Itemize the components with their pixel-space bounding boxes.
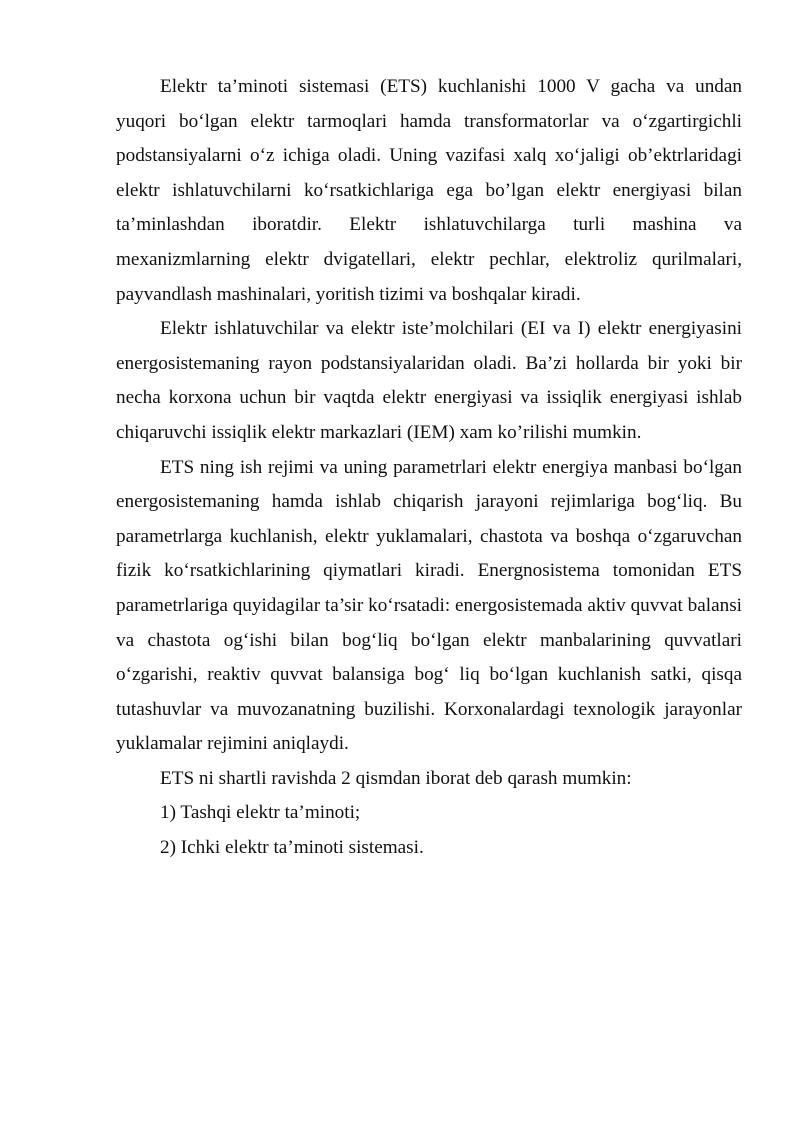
paragraph-consumers: Elektr ishlatuvchilar va elektr iste’molchilari (EI va I) elektr energiyasini energosistemaning rayon podstansiyalaridan oladi. Ba’zi hollarda bir yoki bir necha korxona uchun bir vaqtda elektr energiyasi va issiqlik energiyasi ishlab chiqaruvchi issiqlik elektr markazlari (IEM) xam ko’rilishi mumkin. — [116, 318, 742, 443]
paragraph-ets-definition: Elektr ta’minoti sistemasi (ETS) kuchlanishi 1000 V gacha va undan yuqori bo‘lgan elektr tarmoqlari hamda transformatorlar va o‘zgartirgichli podstansiyalarni o‘z ichiga oladi. Uning vazifasi xalq xo‘jaligi ob’ektrlaridagi elektr ishlatuvchilarni ko‘rsatkichlariga ega bo’lgan elektr energiyasi bilan ta’minlashdan iboratdir. Elektr ishlatuvchilarga turli mashina va mexanizmlarning elektr dvigatellari, elektr pechlar, elektroliz qurilmalari, payvandlash mashinalari, yoritish tizimi va boshqalar kiradi. — [116, 76, 742, 305]
paragraph-ets-parameters: ETS ning ish rejimi va uning parametrlari elektr energiya manbasi bo‘lgan energosistemaning hamda ishlab chiqarish jarayoni rejimlariga bog‘liq. Bu parametrlarga kuchlanish, elektr yuklamalari, chastota va boshqa o‘zgaruvchan fizik ko‘rsatkichlarining qiymatlari kiradi. Energnosistema tomonidan ETS parametrlariga quyidagilar ta’sir ko‘rsatadi: energosistemada aktiv quvvat balansi va chastota og‘ishi bilan bog‘liq bo‘lgan elektr manbalarining quvvatlari o‘zgarishi, reaktiv quvvat balansiga bog‘ liq bo‘lgan kuchlanish satki, qisqa tutashuvlar va muvozanatning buzilishi. Korxonalardagi texnologik jarayonlar yuklamalar rejimini aniqlaydi. — [116, 456, 742, 755]
list-item-internal-supply: 2) Ichki elektr ta’minoti sistemasi. — [160, 837, 424, 859]
document-body — [116, 70, 742, 866]
list-item-external-supply: 1) Tashqi elektr ta’minoti; — [160, 802, 361, 824]
paragraph-ets-parts-intro: ETS ni shartli ravishda 2 qismdan iborat deb qarash mumkin: — [160, 767, 632, 789]
